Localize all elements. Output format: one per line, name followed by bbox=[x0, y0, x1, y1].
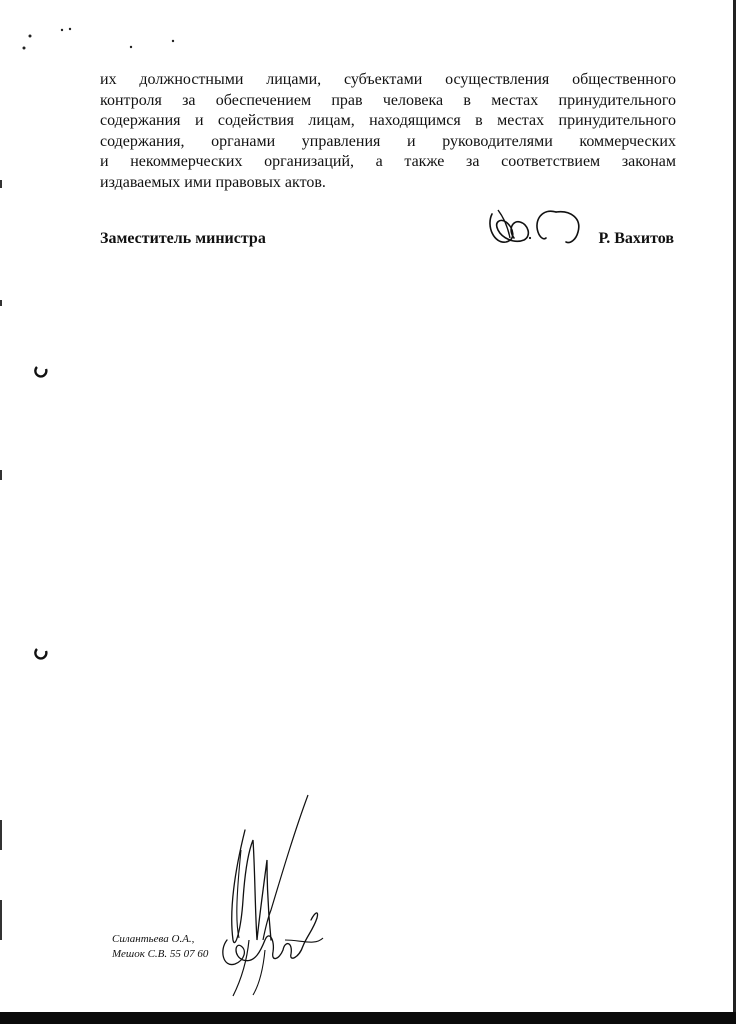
body-line: их должностными лицами, субъектами осуществления общественного bbox=[100, 71, 676, 88]
executor-signature bbox=[205, 790, 335, 1005]
executor-line: Мешок С.В. 55 07 60 bbox=[112, 948, 209, 960]
body-line: содержания, органами управления и руководителями коммерческих bbox=[100, 132, 676, 150]
body-line: издаваемых ими правовых актов. bbox=[100, 173, 326, 191]
signer-name: Р. Вахитов bbox=[598, 230, 674, 247]
punch-hole-mark bbox=[34, 364, 48, 378]
punch-hole-mark bbox=[34, 646, 48, 660]
scan-specks bbox=[0, 0, 200, 60]
executors-info bbox=[112, 932, 208, 962]
left-edge-marks bbox=[0, 0, 6, 1012]
body-line: содержания и содействия лицам, находящимся в местах принудительного bbox=[100, 112, 676, 129]
handwritten-signature bbox=[484, 204, 584, 252]
signer-position: Заместитель министра bbox=[100, 230, 266, 247]
executor-line: Силантьева О.А., bbox=[112, 933, 195, 945]
signature-block bbox=[100, 230, 676, 254]
scan-bottom-border bbox=[0, 1012, 736, 1024]
letter-body bbox=[100, 70, 676, 193]
body-line: контроля за обеспечением прав человека в местах принудительного bbox=[100, 91, 676, 109]
body-line: и некоммерческих организаций, а также за соответствием законам bbox=[100, 153, 676, 170]
